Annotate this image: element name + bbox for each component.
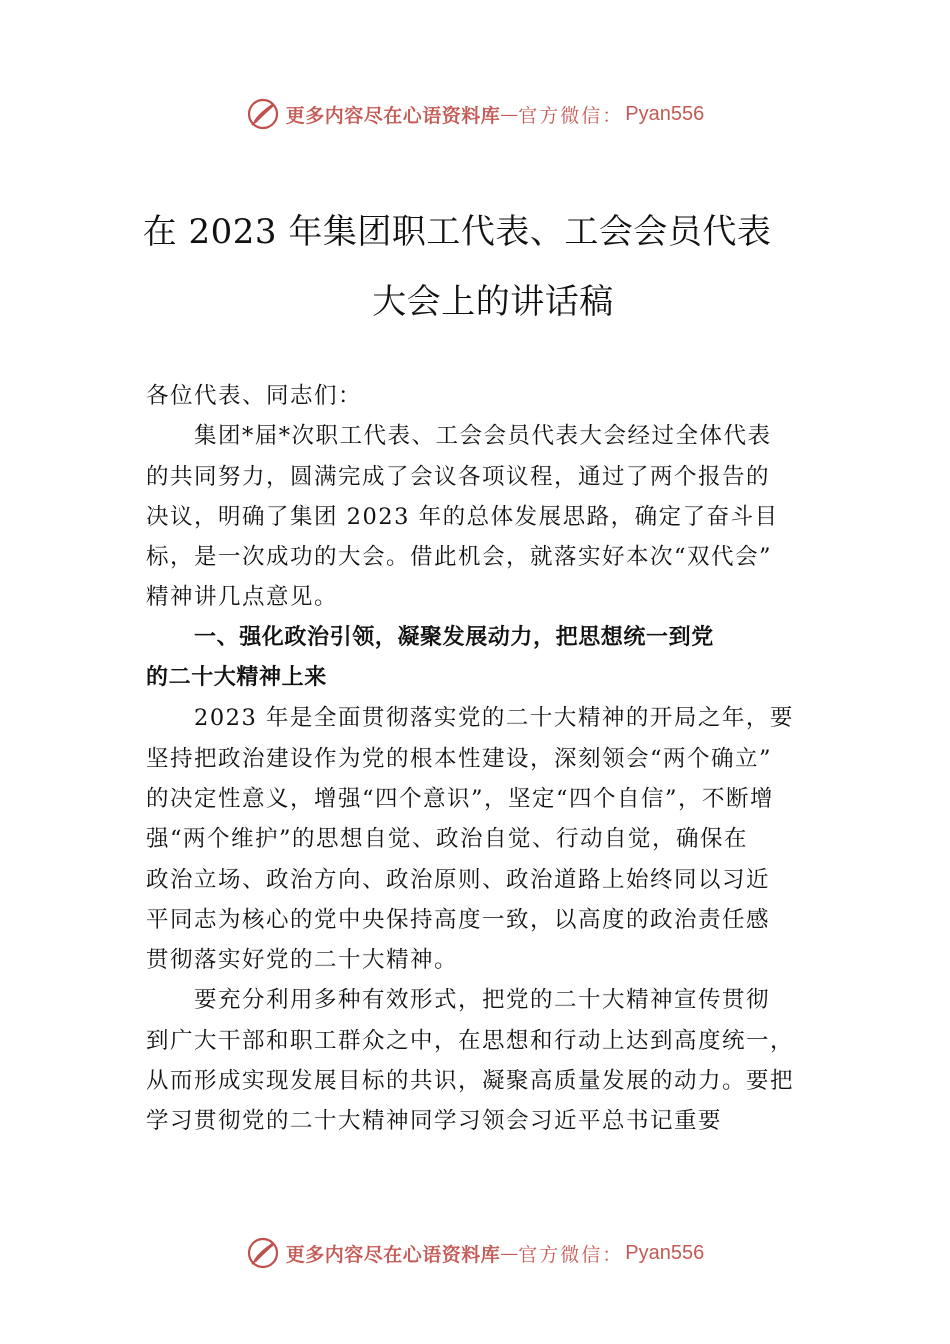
paragraph-line: 的决定性意义，增强“四个意识”，坚定“四个自信”，不断增 (146, 785, 775, 812)
paragraph-line: 从而形成实现发展目标的共识，凝聚高质量发展的动力。要把 (146, 1068, 795, 1095)
paragraph-line: 集团*届*次职工代表、工会会员代表大会经过全体代表 (194, 423, 772, 450)
paragraph-line: 决议，明确了集团 2023 年的总体发展思路，确定了奋斗目 (146, 503, 779, 530)
watermark-brand: 更多内容尽在心语资料库 (285, 104, 501, 127)
document-title-line-2: 大会上的讲话稿 (372, 282, 614, 322)
paragraph-line: 要充分利用多种有效形式，把党的二十大精神宣传贯彻 (194, 987, 771, 1014)
document-body (146, 376, 836, 1142)
pen-logo-icon (246, 97, 280, 131)
paragraph-line: 政治立场、政治方向、政治原则、政治道路上始终同以习近 (146, 866, 771, 893)
watermark-separator: — (500, 103, 519, 125)
paragraph-line: 贯彻落实好党的二十大精神。 (146, 947, 459, 974)
paragraph-line: 2023 年是全面贯彻落实党的二十大精神的开局之年，要 (194, 705, 794, 732)
paragraph-line: 标，是一次成功的大会。借此机会，就落实好本次“双代会” (146, 544, 773, 571)
watermark-id: Pyan556 (625, 102, 705, 125)
section-heading-line: 一、强化政治引领，凝聚发展动力，把思想统一到党 (194, 624, 714, 650)
section-heading-line: 的二十大精神上来 (146, 665, 327, 691)
pen-logo-icon (246, 1236, 280, 1270)
paragraph-line: 坚持把政治建设作为党的根本性建设，深刻领会“两个确立” (146, 745, 773, 772)
paragraph-line: 平同志为核心的党中央保持高度一致，以高度的政治责任感 (146, 906, 771, 933)
header-watermark (0, 94, 950, 134)
paragraph-line: 学习贯彻党的二十大精神同学习领会习近平总书记重要 (146, 1108, 723, 1135)
paragraph-line: 到广大干部和职工群众之中，在思想和行动上达到高度统一， (146, 1027, 795, 1054)
watermark-label: 官方微信： (518, 104, 624, 127)
paragraph-line: 各位代表、同志们： (146, 383, 363, 409)
paragraph-line: 强“两个维护”的思想自觉、政治自觉、行动自觉，确保在 (146, 826, 749, 853)
paragraph-line: 精神讲几点意见。 (146, 584, 339, 611)
watermark-separator: — (500, 1242, 519, 1264)
watermark-label: 官方微信： (518, 1243, 624, 1266)
paragraph-line: 的共同努力，圆满完成了会议各项议程，通过了两个报告的 (146, 463, 771, 490)
watermark-brand: 更多内容尽在心语资料库 (285, 1243, 501, 1266)
document-title-line-1: 在 2023 年集团职工代表、工会会员代表 (142, 212, 772, 252)
footer-watermark (0, 1233, 950, 1273)
watermark-id: Pyan556 (625, 1241, 705, 1264)
